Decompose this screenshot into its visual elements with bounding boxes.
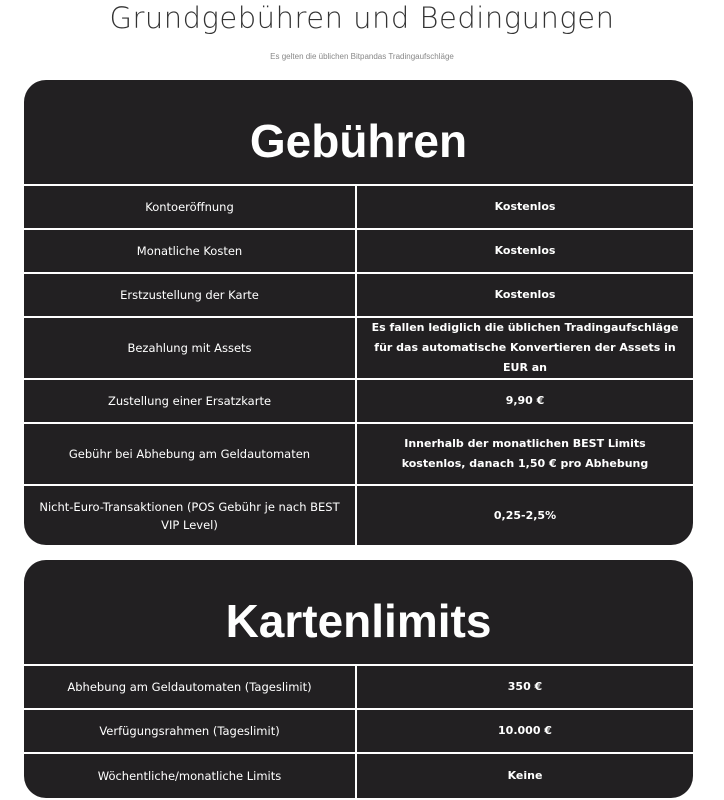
limit-row-weekly-monthly: [24, 752, 693, 798]
fee-value: 9,90 €: [505, 394, 545, 407]
fee-label: Bezahlung mit Assets: [24, 318, 357, 378]
fee-row-monthly-cost: [24, 228, 693, 272]
limit-value: 350 €: [507, 680, 543, 693]
fee-label: Nicht-Euro-Transaktionen (POS Gebühr je nach BEST VIP Level): [24, 486, 357, 545]
fee-value: 0,25-2,5%: [493, 508, 557, 522]
page-subtitle: Es gelten die üblichen Bitpandas Tradingaufschläge: [270, 52, 454, 61]
fee-value: Kostenlos: [494, 288, 556, 301]
fee-value: Kostenlos: [494, 200, 556, 213]
fee-row-first-card-delivery: [24, 272, 693, 316]
fee-label: Kontoeröffnung: [24, 186, 357, 228]
fee-row-replacement-card: [24, 378, 693, 422]
fee-label: Gebühr bei Abhebung am Geldautomaten: [24, 424, 357, 484]
fee-label: Monatliche Kosten: [24, 230, 357, 272]
fee-label: Zustellung einer Ersatzkarte: [24, 380, 357, 422]
fee-label: Erstzustellung der Karte: [24, 274, 357, 316]
limit-row-spending-daily: [24, 708, 693, 752]
limit-label: Verfügungsrahmen (Tageslimit): [24, 710, 357, 752]
fee-value: Es fallen lediglich die üblichen Tradingaufschläge für das automatische Konvertieren der Assets in EUR an: [371, 321, 679, 374]
fee-row-asset-payment: [24, 316, 693, 378]
limit-label: Abhebung am Geldautomaten (Tageslimit): [24, 666, 357, 708]
limits-heading: Kartenlimits: [225, 595, 492, 647]
limit-label: Wöchentliche/monatliche Limits: [24, 754, 357, 798]
limits-card: [24, 560, 693, 798]
limit-value: 10.000 €: [498, 724, 552, 737]
fee-row-non-euro: [24, 484, 693, 545]
fee-row-account-opening: [24, 184, 693, 228]
fees-card: [24, 80, 693, 545]
fee-row-atm-withdrawal: [24, 422, 693, 484]
fee-value: Innerhalb der monatlichen BEST Limits kostenlos, danach 1,50 € pro Abhebung: [401, 437, 649, 470]
limit-row-atm-daily: [24, 664, 693, 708]
fees-heading: Gebühren: [249, 115, 468, 167]
fee-value: Kostenlos: [494, 244, 556, 257]
page-title: Grundgebühren und Bedingungen: [109, 1, 615, 35]
limit-value: Keine: [507, 769, 543, 782]
